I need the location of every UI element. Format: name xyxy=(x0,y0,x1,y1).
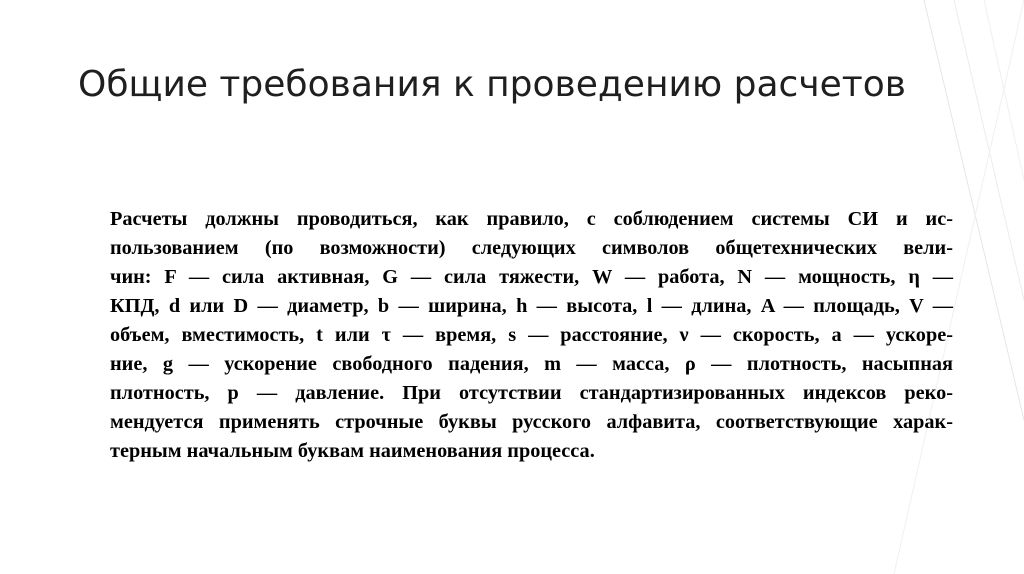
paragraph-line: ние, g — ускорение свободного падения, m — масса, ρ — плотность, насыпная xyxy=(110,353,953,375)
paragraph-line: объем, вместимость, t или τ — время, s — расстояние, ν — скорость, a — ускоре- xyxy=(110,324,953,346)
paragraph-line: терным начальным буквам наименования процесса. xyxy=(110,440,595,462)
scanned-paragraph xyxy=(110,205,953,466)
paragraph-line: чин: F — сила активная, G — сила тяжести, W — работа, N — мощность, η — xyxy=(110,266,953,288)
paragraph-line: пользованием (по возможности) следующих символов общетехнических вели- xyxy=(110,237,953,259)
paragraph-line: мендуется применять строчные буквы русского алфавита, соответствующие харак- xyxy=(110,411,953,433)
paragraph-line: КПД, d или D — диаметр, b — ширина, h — высота, l — длина, A — площадь, V — xyxy=(110,295,953,317)
slide-title: Общие требования к проведению расчетов xyxy=(78,64,906,105)
paragraph-line: Расчеты должны проводиться, как правило, с соблюдением системы СИ и ис- xyxy=(110,208,953,230)
paragraph-line: плотность, p — давление. При отсутствии стандартизированных индексов реко- xyxy=(110,382,953,404)
